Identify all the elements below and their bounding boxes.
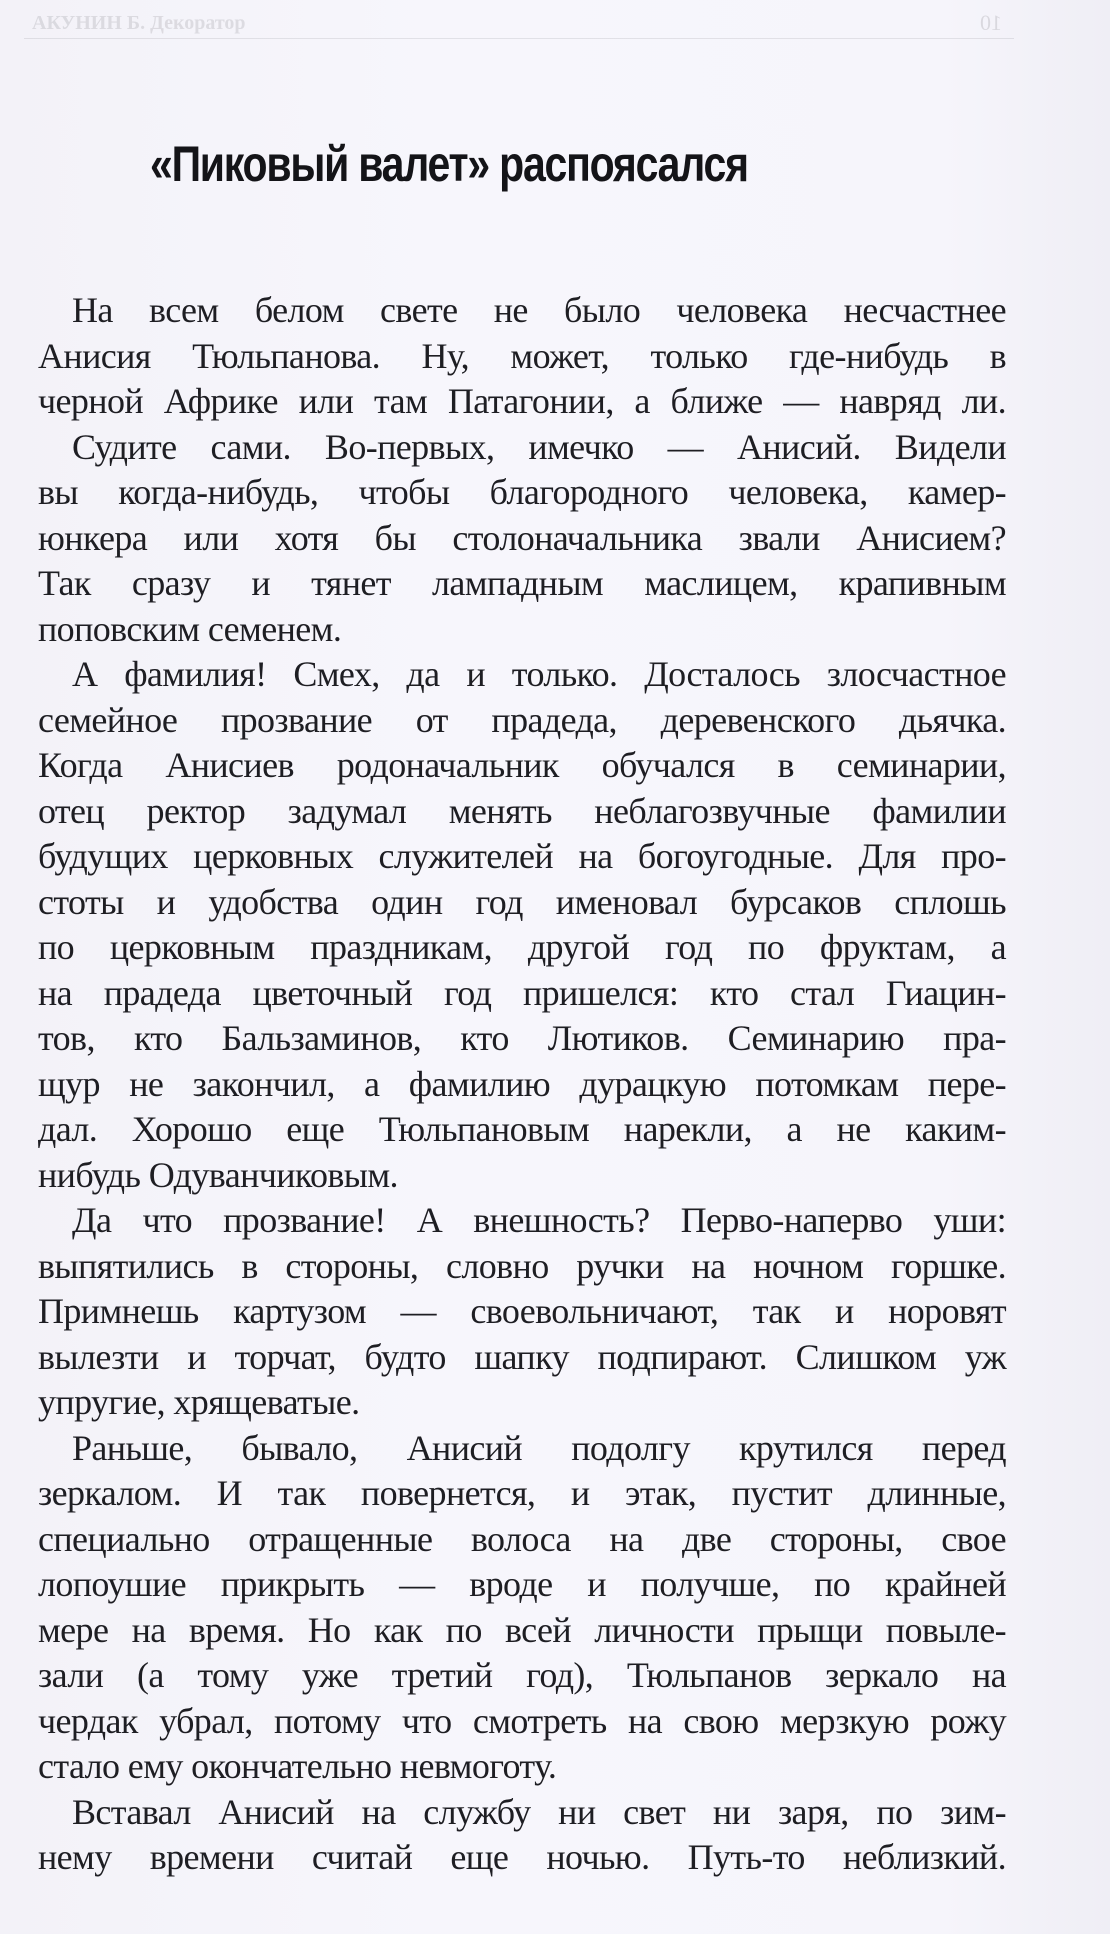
- paragraph: [38, 1198, 1006, 1426]
- text-line: Да что прозвание! А внешность? Перво-наперво уши:: [72, 1200, 1006, 1240]
- text-line: мере на время. Но как по всей личности прыщи повыле-: [38, 1609, 1006, 1650]
- paragraph: [38, 1790, 1006, 1881]
- paragraph: [38, 425, 1006, 653]
- text-line: чердак убрал, потому что смотреть на свою мерзкую рожу: [38, 1700, 1006, 1741]
- chapter-title: «Пиковый валет» распоясался: [150, 136, 748, 192]
- paragraph: [38, 1426, 1006, 1790]
- text-line: вылезти и торчат, будто шапку подпирают. Слишком уж: [38, 1336, 1006, 1377]
- text-line: семейное прозвание от прадеда, деревенского дьячка.: [38, 699, 1006, 740]
- text-line: Примнешь картузом — своевольничают, так и норовят: [38, 1291, 1006, 1331]
- text-line: щур не закончил, а фамилию дурацкую потомкам пере-: [38, 1063, 1006, 1104]
- text-line: нибудь Одуванчиковым.: [38, 1154, 398, 1195]
- text-line: черной Африке или там Патагонии, а ближе — навряд ли.: [38, 381, 1006, 421]
- paragraph: [38, 652, 1006, 1198]
- text-line: вы когда-нибудь, чтобы благородного человека, камер-: [38, 472, 1006, 512]
- text-line: по церковным праздникам, другой год по фруктам, а: [38, 927, 1006, 967]
- text-line: Судите сами. Во-первых, имечко — Анисий. Видели: [72, 426, 1006, 467]
- text-line: будущих церковных служителей на богоугодные. Для про-: [38, 836, 1006, 876]
- text-line: тов, кто Бальзаминов, кто Лютиков. Семинарию пра-: [38, 1018, 1006, 1058]
- text-line: Раньше, бывало, Анисий подолгу крутился перед: [72, 1427, 1006, 1468]
- text-line: стало ему окончательно невмоготу.: [38, 1746, 557, 1786]
- text-line: выпятились в стороны, словно ручки на ночном горшке.: [38, 1245, 1006, 1286]
- text-line: на прадеда цветочный год пришелся: кто стал Гиацин-: [38, 972, 1006, 1013]
- paragraph: [38, 288, 1006, 425]
- text-line: Анисия Тюльпанова. Ну, может, только где-нибудь в: [38, 335, 1006, 376]
- text-line: На всем белом свете не было человека несчастнее: [72, 290, 1006, 330]
- text-line: зали (а тому уже третий год), Тюльпанов зеркало на: [38, 1655, 1006, 1695]
- text-line: поповским семенем.: [38, 608, 342, 649]
- text-line: стоты и удобства один год именовал бурсаков сплошь: [38, 881, 1006, 922]
- text-line: Так сразу и тянет лампадным маслицем, крапивным: [38, 563, 1006, 603]
- page-number: 10: [980, 10, 1002, 35]
- text-line: упругие, хрящеватые.: [38, 1382, 360, 1422]
- text-line: дал. Хорошо еще Тюльпановым нарекли, а не каким-: [38, 1109, 1006, 1149]
- text-line: нему времени считай еще ночью. Путь-то неблизкий.: [38, 1837, 1006, 1877]
- text-line: лопоушие прикрыть — вроде и получше, по крайней: [38, 1564, 1006, 1604]
- running-head: [24, 8, 1014, 39]
- text-line: юнкера или хотя бы столоначальника звали Анисием?: [38, 517, 1006, 558]
- text-line: Вставал Анисий на службу ни свет ни заря, по зим-: [72, 1791, 1006, 1832]
- text-line: Когда Анисиев родоначальник обучался в семинарии,: [38, 745, 1006, 785]
- text-line: отец ректор задумал менять неблагозвучные фамилии: [38, 790, 1006, 831]
- text-line: А фамилия! Смех, да и только. Досталось злосчастное: [72, 654, 1006, 694]
- running-head-title: АКУНИН Б. Декоратор: [32, 12, 246, 34]
- text-line: специально отращенные волоса на две стороны, свое: [38, 1518, 1006, 1559]
- body-text: [38, 288, 1006, 1881]
- text-line: зеркалом. И так повернется, и этак, пустит длинные,: [38, 1473, 1006, 1513]
